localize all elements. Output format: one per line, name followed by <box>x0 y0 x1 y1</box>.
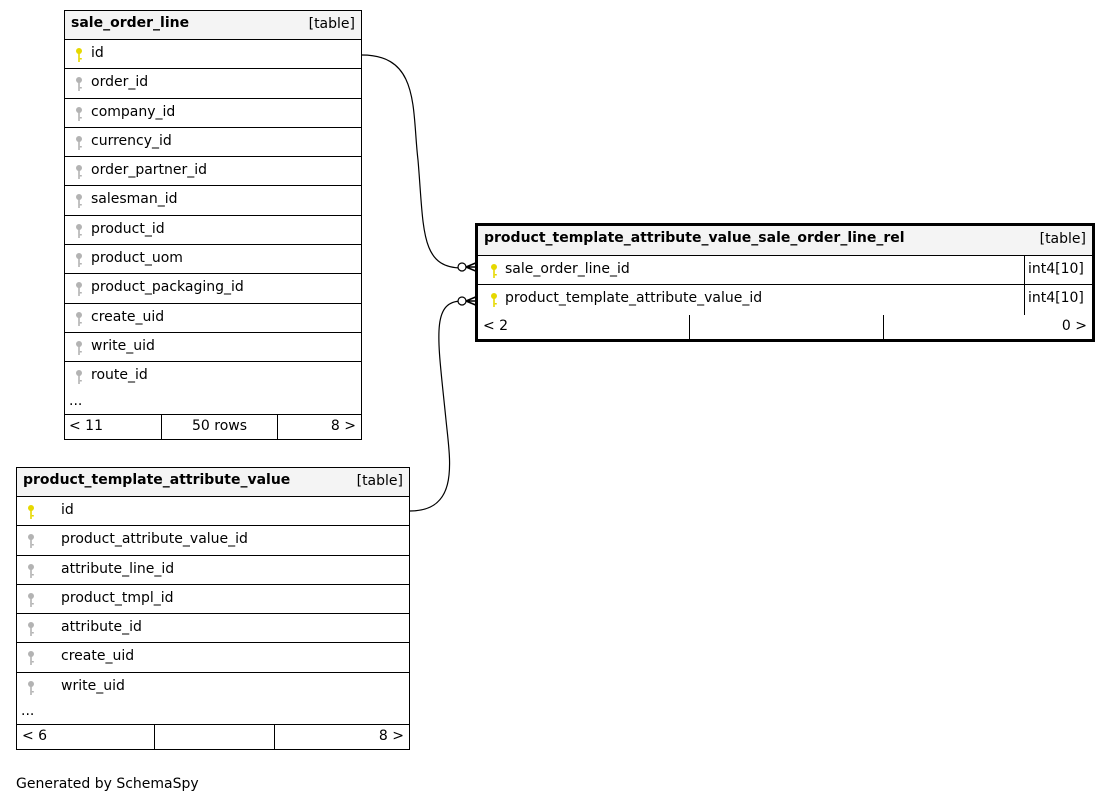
foreign-key-icon <box>75 369 83 385</box>
column-row[interactable] <box>65 40 361 69</box>
row-count <box>689 315 883 339</box>
table-header <box>17 468 409 497</box>
foreign-key-icon <box>27 680 35 696</box>
row-count <box>154 725 274 749</box>
column-name: product_attribute_value_id <box>61 531 248 548</box>
foreign-key-icon <box>75 76 83 92</box>
table-footer <box>65 415 361 439</box>
column-name: route_id <box>91 367 148 384</box>
primary-key-icon <box>490 263 498 279</box>
foreign-key-icon <box>27 592 35 608</box>
primary-key-icon <box>490 292 498 308</box>
primary-key-icon <box>27 504 35 520</box>
column-row[interactable] <box>17 643 409 672</box>
column-row[interactable] <box>65 216 361 245</box>
foreign-key-icon <box>75 340 83 356</box>
column-name: create_uid <box>91 308 165 325</box>
column-name: attribute_line_id <box>61 560 175 577</box>
optional-marker-icon <box>458 297 466 305</box>
column-name: id <box>91 45 104 61</box>
column-name: order_id <box>91 74 149 91</box>
more-columns: ... <box>17 702 409 725</box>
column-type: int4[10] <box>1024 256 1092 284</box>
column-row[interactable] <box>65 274 361 303</box>
foreign-key-icon <box>75 164 83 180</box>
child-count[interactable]: 0 > <box>883 315 1092 339</box>
foreign-key-icon <box>27 621 35 637</box>
column-row[interactable] <box>478 256 1092 285</box>
column-name: company_id <box>91 103 176 120</box>
foreign-key-icon <box>75 252 83 268</box>
relationship-sale-order-line <box>362 55 462 268</box>
column-name: product_tmpl_id <box>61 589 174 606</box>
table-header <box>65 11 361 40</box>
foreign-key-icon <box>27 533 35 549</box>
column-row[interactable] <box>17 497 409 526</box>
column-row[interactable] <box>65 157 361 186</box>
column-name: id <box>61 502 74 518</box>
column-row[interactable] <box>478 285 1092 314</box>
column-name: product_id <box>91 220 165 237</box>
parent-count[interactable]: < 11 <box>69 417 103 434</box>
parent-count[interactable]: < 6 <box>22 728 48 745</box>
column-name: salesman_id <box>91 191 178 208</box>
column-name: write_uid <box>91 337 155 354</box>
table-footer <box>17 725 409 749</box>
column-name: currency_id <box>91 132 172 149</box>
table-kind: [table] <box>356 473 403 489</box>
relationship-ptav <box>410 301 462 511</box>
column-name: product_template_attribute_value_id <box>505 290 763 307</box>
column-row[interactable] <box>17 585 409 614</box>
optional-marker-icon <box>458 263 466 271</box>
generated-by-text: Generated by SchemaSpy <box>16 776 199 792</box>
column-name: product_uom <box>91 250 183 267</box>
foreign-key-icon <box>75 223 83 239</box>
column-row[interactable] <box>17 526 409 555</box>
table-product-template-attribute-value[interactable] <box>16 467 410 750</box>
table-sale-order-line[interactable] <box>64 10 362 440</box>
column-row[interactable] <box>65 69 361 98</box>
table-footer <box>478 315 1092 339</box>
column-row[interactable] <box>17 673 409 702</box>
column-row[interactable] <box>65 304 361 333</box>
column-row[interactable] <box>65 99 361 128</box>
column-name: order_partner_id <box>91 162 208 179</box>
column-row[interactable] <box>65 186 361 215</box>
table-name[interactable]: sale_order_line <box>71 15 190 31</box>
column-row[interactable] <box>65 128 361 157</box>
child-count[interactable]: 8 > <box>277 415 361 439</box>
primary-key-icon <box>75 47 83 63</box>
column-name: write_uid <box>61 677 125 694</box>
column-type: int4[10] <box>1024 285 1092 314</box>
table-header <box>478 226 1092 256</box>
more-columns: ... <box>65 392 361 415</box>
parent-count[interactable]: < 2 <box>483 317 509 334</box>
column-name: create_uid <box>61 648 135 665</box>
table-kind: [table] <box>1039 231 1086 247</box>
table-name[interactable]: product_template_attribute_value_sale_order_line_rel <box>484 230 905 246</box>
table-name[interactable]: product_template_attribute_value <box>23 472 291 488</box>
column-name: sale_order_line_id <box>505 261 630 277</box>
child-count[interactable]: 8 > <box>274 725 409 749</box>
foreign-key-icon <box>75 281 83 297</box>
column-name: product_packaging_id <box>91 279 244 296</box>
row-count: 50 rows <box>161 415 277 439</box>
foreign-key-icon <box>27 650 35 666</box>
column-row[interactable] <box>65 245 361 274</box>
foreign-key-icon <box>75 193 83 209</box>
column-row[interactable] <box>65 333 361 362</box>
table-kind: [table] <box>308 16 355 32</box>
table-product-template-attribute-value-sale-order-line-rel[interactable] <box>475 223 1095 342</box>
foreign-key-icon <box>75 311 83 327</box>
foreign-key-icon <box>27 563 35 579</box>
column-row[interactable] <box>17 614 409 643</box>
column-row[interactable] <box>65 362 361 391</box>
column-name: attribute_id <box>61 619 142 636</box>
column-row[interactable] <box>17 556 409 585</box>
foreign-key-icon <box>75 106 83 122</box>
foreign-key-icon <box>75 135 83 151</box>
